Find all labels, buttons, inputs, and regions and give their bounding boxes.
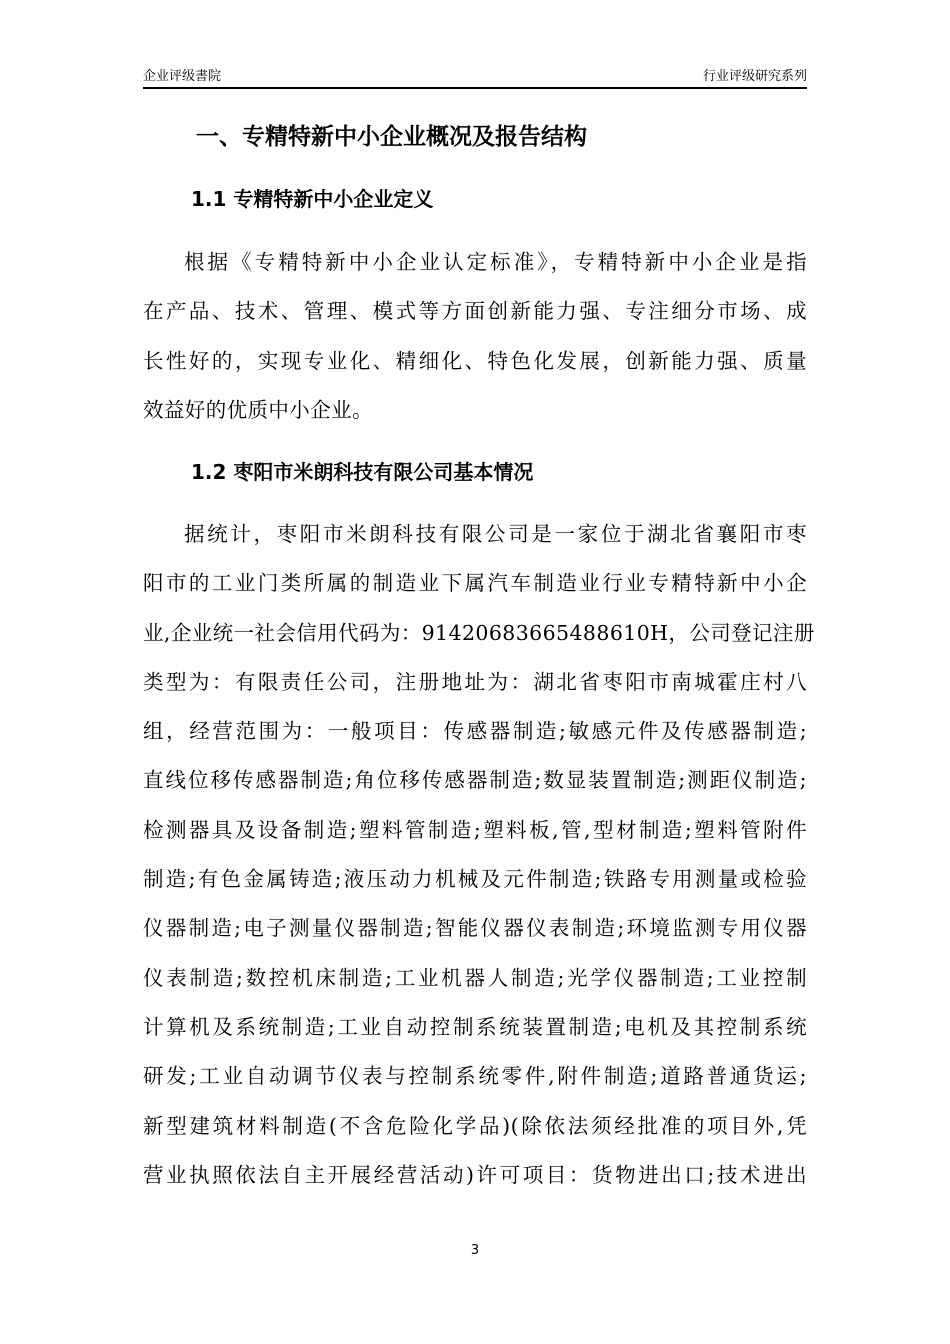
company-info-paragraph bbox=[143, 510, 815, 1200]
header-right-title: 行业评级研究系列 bbox=[702, 69, 807, 84]
subsection-heading-1-2: 1.2 枣阳市米朗科技有限公司基本情况 bbox=[191, 460, 534, 484]
paragraph-line: 直线位移传感器制造;角位移传感器制造;数显装置制造;测距仪制造; bbox=[143, 768, 807, 793]
subsection-heading-1-1: 1.1 专精特新中小企业定义 bbox=[191, 187, 434, 211]
definition-paragraph bbox=[143, 238, 807, 435]
paragraph-line: 长性好的，实现专业化、精细化、特色化发展，创新能力强、质量 bbox=[143, 348, 807, 373]
paragraph-line: 制造;有色金属铸造;液压动力机械及元件制造;铁路专用测量或检验 bbox=[143, 867, 807, 892]
paragraph-line: 在产品、技术、管理、模式等方面创新能力强、专注细分市场、成 bbox=[143, 299, 807, 324]
paragraph-line: 研发;工业自动调节仪表与控制系统零件,附件制造;道路普通货运; bbox=[143, 1064, 807, 1089]
paragraph-line: 类型为：有限责任公司，注册地址为：湖北省枣阳市南城霍庄村八 bbox=[143, 669, 807, 694]
paragraph-line: 计算机及系统制造;工业自动控制系统装置制造;电机及其控制系统 bbox=[143, 1014, 807, 1039]
paragraph-line: 效益好的优质中小企业。 bbox=[143, 397, 373, 422]
paragraph-line: 仪表制造;数控机床制造;工业机器人制造;光学仪器制造;工业控制 bbox=[143, 965, 807, 990]
paragraph-line: 业,企业统一社会信用代码为：91420683665488610H，公司登记注册 bbox=[143, 620, 815, 645]
paragraph-line: 组，经营范围为：一般项目：传感器制造;敏感元件及传感器制造; bbox=[143, 719, 807, 744]
paragraph-line: 仪器制造;电子测量仪器制造;智能仪器仪表制造;环境监测专用仪器 bbox=[143, 916, 807, 941]
paragraph-line: 根据《专精特新中小企业认定标准》，专精特新中小企业是指 bbox=[184, 250, 807, 274]
paragraph-line: 检测器具及设备制造;塑料管制造;塑料板,管,型材制造;塑料管附件 bbox=[143, 817, 807, 842]
page-header bbox=[143, 66, 807, 89]
paragraph-line: 新型建筑材料制造(不含危险化学品)(除依法须经批准的项目外,凭 bbox=[143, 1113, 807, 1138]
header-left-title: 企业评级書院 bbox=[143, 69, 222, 84]
section-heading: 一、专精特新中小企业概况及报告结构 bbox=[196, 124, 587, 150]
page-number: 3 bbox=[470, 1243, 480, 1258]
paragraph-line: 阳市的工业门类所属的制造业下属汽车制造业行业专精特新中小企 bbox=[143, 571, 807, 596]
paragraph-line: 据统计，枣阳市米朗科技有限公司是一家位于湖北省襄阳市枣 bbox=[184, 522, 807, 546]
paragraph-line: 营业执照依法自主开展经营活动)许可项目：货物进出口;技术进出 bbox=[143, 1162, 807, 1187]
